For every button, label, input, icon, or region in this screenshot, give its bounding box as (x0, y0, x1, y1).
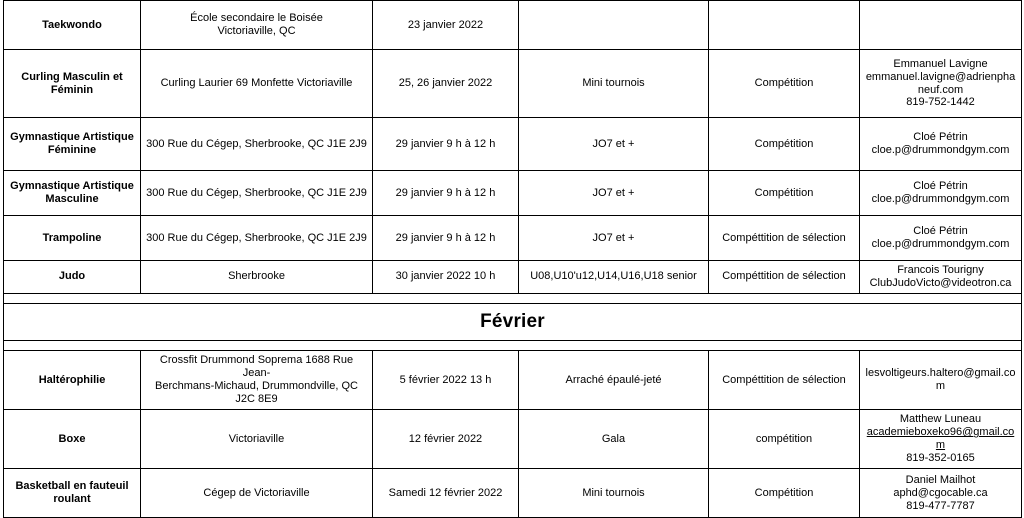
cell-contact-line: 819-477-7787 (906, 499, 975, 512)
cell-lieu (141, 216, 373, 261)
cell-sport (4, 351, 141, 410)
cell-sport-line: Trampoline (42, 231, 102, 244)
cell-lieu-line: Berchmans-Michaud, Drummondville, QC J2C 8E9 (155, 380, 358, 406)
cell-sport-line: Gymnastique Artistique Féminine (10, 131, 134, 156)
cell-categorie-line: JO7 et + (592, 186, 635, 199)
cell-contact-line: academieboxeko96@gmail.com (866, 426, 1015, 452)
cell-date (373, 216, 519, 261)
cell-date (373, 171, 519, 216)
cell-sport-line: Taekwondo (42, 18, 102, 31)
cell-lieu (141, 1, 373, 50)
cell-date (373, 410, 519, 469)
cell-sport (4, 261, 141, 294)
cell-categorie (519, 261, 709, 294)
cell-contact-line: cloe.p@drummondgym.com (871, 238, 1010, 250)
table-row[interactable] (4, 351, 1022, 410)
cell-type-line: Compétition (754, 77, 814, 90)
cell-contact (860, 216, 1022, 261)
cell-sport-line: Gymnastique Artistique Masculine (10, 180, 134, 205)
cell-lieu-line: 300 Rue du Cégep, Sherbrooke, QC J1E 2J9 (146, 137, 367, 150)
cell-type-line: Compétition (754, 137, 814, 150)
cell-date (373, 1, 519, 50)
cell-categorie-line: Mini tournois (582, 486, 645, 499)
row-spacer (4, 341, 1022, 351)
cell-date-line: 5 février 2022 13 h (399, 373, 492, 386)
cell-type (709, 351, 860, 410)
cell-lieu (141, 351, 373, 410)
cell-date-line: 30 janvier 2022 10 h (395, 270, 496, 283)
cell-sport (4, 1, 141, 50)
cell-lieu-line: Victoriaville (228, 432, 285, 445)
cell-lieu-line: Victoriaville, QC (217, 25, 296, 37)
cell-lieu-line: Sherbrooke (228, 270, 285, 283)
cell-categorie-line: Mini tournois (582, 77, 645, 90)
cell-type (709, 50, 860, 118)
cell-lieu (141, 469, 373, 518)
cell-date (373, 351, 519, 410)
cell-lieu (141, 50, 373, 118)
cell-lieu-line: Cégep de Victoriaville (203, 486, 310, 499)
cell-lieu (141, 118, 373, 171)
cell-contact-line: Matthew Luneau (899, 413, 982, 426)
cell-contact (860, 1, 1022, 50)
cell-contact-line: Emmanuel Lavigne (893, 57, 988, 70)
cell-type-line: Compétition (754, 486, 814, 499)
cell-type (709, 261, 860, 294)
cell-categorie-line: Gala (601, 432, 626, 445)
cell-sport-line: Curling Masculin et Féminin (21, 70, 123, 96)
cell-date-line: 29 janvier 9 h à 12 h (395, 231, 496, 244)
cell-type-line: Compétition (754, 186, 814, 199)
cell-date-line: 29 janvier 9 h à 12 h (395, 137, 496, 150)
cell-lieu (141, 410, 373, 469)
cell-sport (4, 410, 141, 469)
cell-sport (4, 118, 141, 171)
cell-type (709, 1, 860, 50)
cell-categorie (519, 216, 709, 261)
row-spacer-cell (4, 341, 1022, 351)
cell-categorie (519, 469, 709, 518)
cell-sport (4, 469, 141, 518)
cell-contact-line: cloe.p@drummondgym.com (871, 144, 1010, 156)
month-header-row (4, 303, 1022, 340)
table-row[interactable] (4, 1, 1022, 50)
cell-contact (860, 118, 1022, 171)
cell-type (709, 118, 860, 171)
cell-type-line: Compéttition de sélection (722, 231, 846, 244)
cell-categorie (519, 351, 709, 410)
cell-categorie-line: JO7 et + (592, 231, 635, 244)
cell-categorie (519, 1, 709, 50)
cell-contact-line: Cloé Pétrin (913, 180, 968, 193)
cell-sport-line: Judo (58, 270, 86, 283)
cell-contact-line: Daniel Mailhot aphd@cgocable.ca (893, 473, 988, 499)
table-row[interactable] (4, 410, 1022, 469)
cell-sport (4, 216, 141, 261)
table-row[interactable] (4, 469, 1022, 518)
cell-categorie (519, 410, 709, 469)
table-row[interactable] (4, 216, 1022, 261)
cell-type (709, 469, 860, 518)
cell-contact-line: Francois Tourigny (897, 264, 984, 276)
cell-date (373, 469, 519, 518)
cell-contact (860, 261, 1022, 294)
cell-categorie-line: U08,U10'u12,U14,U16,U18 senior (530, 270, 697, 283)
cell-contact-line: 819-352-0165 (906, 452, 975, 465)
cell-date (373, 261, 519, 294)
cell-date-line: 12 février 2022 (408, 432, 483, 445)
cell-lieu (141, 171, 373, 216)
cell-contact (860, 50, 1022, 118)
cell-categorie (519, 118, 709, 171)
schedule-table (3, 0, 1022, 518)
month-header: Février (4, 303, 1022, 340)
cell-sport-line: Haltérophilie (38, 373, 106, 386)
cell-contact (860, 469, 1022, 518)
cell-contact-line: Cloé Pétrin (913, 225, 968, 238)
cell-date (373, 50, 519, 118)
cell-sport (4, 171, 141, 216)
table-row[interactable] (4, 50, 1022, 118)
cell-lieu-line: 300 Rue du Cégep, Sherbrooke, QC J1E 2J9 (146, 231, 367, 244)
cell-date-line: Samedi 12 février 2022 (388, 486, 503, 499)
cell-date (373, 118, 519, 171)
cell-categorie-line: JO7 et + (592, 137, 635, 150)
cell-date-line: 25, 26 janvier 2022 (398, 77, 493, 90)
cell-contact-line: Cloé Pétrin (913, 131, 968, 144)
cell-lieu-line: Curling Laurier 69 Monfette Victoriaville (160, 77, 353, 90)
cell-type (709, 171, 860, 216)
cell-contact-line: lesvoltigeurs.haltero@gmail.com (865, 367, 1016, 393)
cell-categorie (519, 50, 709, 118)
cell-contact-line: 819-752-1442 (906, 96, 975, 109)
cell-contact (860, 171, 1022, 216)
cell-categorie (519, 171, 709, 216)
cell-lieu (141, 261, 373, 294)
row-spacer (4, 293, 1022, 303)
schedule-table-body (4, 1, 1022, 518)
row-spacer-cell (4, 293, 1022, 303)
cell-categorie-line: Arraché épaulé-jeté (565, 373, 662, 386)
cell-contact-line: cloe.p@drummondgym.com (871, 193, 1010, 205)
table-row[interactable] (4, 171, 1022, 216)
table-row[interactable] (4, 118, 1022, 171)
cell-lieu-line: Crossfit Drummond Soprema 1688 Rue Jean- (159, 354, 354, 380)
cell-type-line: Compéttition de sélection (722, 270, 846, 283)
cell-lieu-line: École secondaire le Boisée (190, 12, 323, 25)
cell-contact (860, 351, 1022, 410)
cell-date-line: 29 janvier 9 h à 12 h (395, 186, 496, 199)
cell-type (709, 410, 860, 469)
cell-sport (4, 50, 141, 118)
cell-type-line: Compéttition de sélection (722, 373, 846, 386)
cell-contact (860, 410, 1022, 469)
table-row[interactable] (4, 261, 1022, 294)
cell-contact-line: emmanuel.lavigne@adrienphaneuf.com (865, 70, 1016, 96)
cell-contact-line: ClubJudoVicto@videotron.ca (869, 276, 1012, 289)
cell-type (709, 216, 860, 261)
cell-sport-line: Boxe (58, 432, 86, 445)
cell-sport-line: Basketball en fauteuil roulant (15, 480, 129, 506)
cell-type-line: compétition (755, 432, 813, 445)
cell-date-line: 23 janvier 2022 (407, 18, 484, 31)
cell-lieu-line: 300 Rue du Cégep, Sherbrooke, QC J1E 2J9 (146, 186, 367, 199)
